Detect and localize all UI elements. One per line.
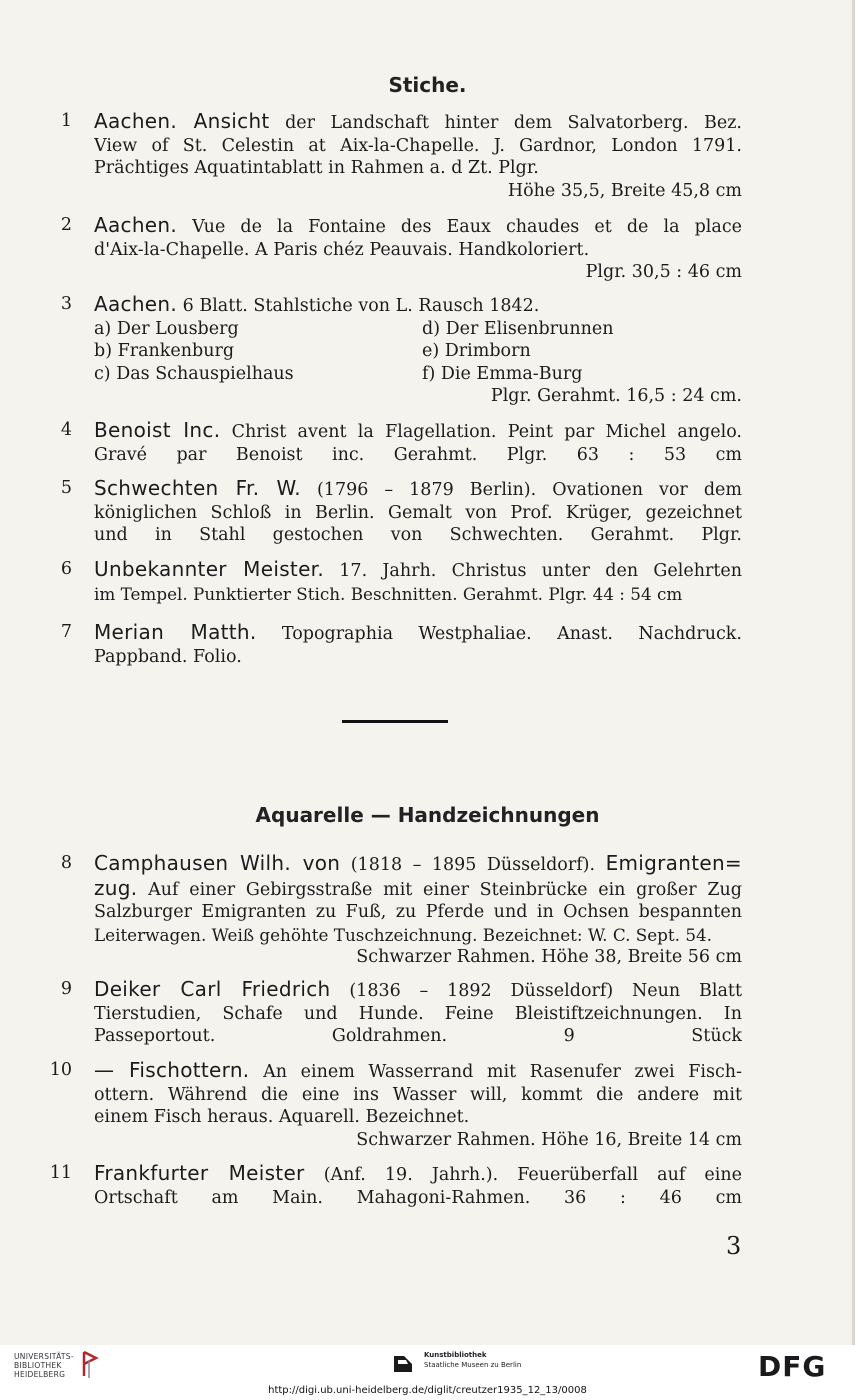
entry-text: Salzburger Emigranten zu Fuß, zu Pferde und in Ochsen bespannten <box>94 902 742 922</box>
entry-text: 6 Blatt. Stahlstiche von L. Rausch 1842. <box>182 296 540 316</box>
entry-text: Leiterwagen. Weiß gehöhte Tuschzeichnung. Bezeichnet: W. C. Sept. 54. <box>94 924 713 945</box>
entry-number: 3 <box>60 294 72 314</box>
entry-first-line <box>94 293 742 318</box>
entry-text: Vue de la Fontaine des Eaux chaudes et de la place <box>192 217 742 237</box>
ub-label-line: UNIVERSITÄTS- <box>14 1352 74 1361</box>
entry-first-line <box>94 852 742 877</box>
entry-number: 11 <box>49 1163 72 1183</box>
entry-text: und in Stahl gestochen von Schwechten. <box>94 525 564 545</box>
entry-text-row <box>94 524 742 547</box>
kb-label-line: Staatliche Museen zu Berlin <box>424 1361 522 1369</box>
entry-heading: Deiker Carl Friedrich <box>94 978 331 1001</box>
entry-text: (1818 – 1895 Düsseldorf). <box>350 855 596 875</box>
entry-dimensions: Goldrahmen. 9 Stück <box>331 1026 742 1046</box>
entry-heading-part: zug. <box>94 876 138 900</box>
entry-first-line <box>94 477 742 502</box>
entry-text: An einem Wasserrand mit Rasenufer zwei Fisch- <box>263 1062 742 1082</box>
ub-label-line: HEIDELBERG <box>14 1370 66 1379</box>
section-title-stiche: Stiche. <box>388 73 467 97</box>
entry-text: ottern. Während die eine ins Wasser will, kommt die andere mit <box>94 1084 742 1105</box>
sheet-item: c) Das Schauspielhaus <box>94 363 294 384</box>
entry-first-line <box>94 558 742 583</box>
entry-heading: Merian Matth. <box>94 621 257 644</box>
entry-text: d'Aix-la-Chapelle. A Paris chéz Peauvais. Handkoloriert. <box>94 239 590 260</box>
sheet-item: a) Der Lousberg <box>94 318 239 339</box>
entry-number: 4 <box>60 420 72 440</box>
entry-heading: Schwechten Fr. W. <box>94 477 301 500</box>
entry-text: Passeportout. <box>94 1026 216 1046</box>
section-divider <box>342 720 448 723</box>
entry-first-line <box>94 419 742 444</box>
entry-heading: Aachen. <box>94 293 178 316</box>
entry-heading: Frankfurter Meister <box>94 1162 305 1185</box>
entry-number: 10 <box>49 1060 72 1080</box>
entry-text: 17. Jahrh. Christus unter den Gelehrten <box>339 561 742 581</box>
entry-text-row <box>94 1187 742 1210</box>
entry-heading-part: Emigranten= <box>605 852 742 875</box>
entry-dimensions: Schwarzer Rahmen. Höhe 38, Breite 56 cm <box>356 947 742 967</box>
entry-text: (1796 – 1879 Berlin). Ovationen vor dem <box>316 480 742 500</box>
entry-first-line <box>94 1162 742 1187</box>
entry-number: 2 <box>60 215 72 235</box>
source-url[interactable]: http://digi.ub.uni-heidelberg.de/diglit/creutzer1935_12_13/0008 <box>268 1385 587 1396</box>
section-title-aquarelle: Aquarelle — Handzeichnungen <box>255 803 600 827</box>
sheet-list-row <box>94 340 742 363</box>
entry-number: 8 <box>60 853 72 873</box>
entry-number: 9 <box>60 979 72 999</box>
kunstbibliothek-logo-icon <box>392 1352 414 1374</box>
entry-dimensions: Gerahmt. Plgr. <box>590 525 742 545</box>
sheet-list-row <box>94 318 742 341</box>
entry-text: im Tempel. Punktierter Stich. Beschnitten. Gerahmt. Plgr. 44 : 54 cm <box>94 583 683 604</box>
entry-text: Ortschaft am Main. <box>94 1187 323 1208</box>
kunstbibliothek-label <box>424 1350 521 1370</box>
entry-first-line <box>94 978 742 1003</box>
dfg-logo: DFG <box>758 1350 827 1383</box>
entry-number: 6 <box>60 559 72 579</box>
entry-heading: Aachen. <box>94 214 178 237</box>
entry-first-line <box>94 214 742 239</box>
ub-label-line: BIBLIOTHEK <box>14 1361 62 1370</box>
entry-first-line <box>94 621 742 646</box>
entry-first-line <box>94 110 742 135</box>
sheet-item: f) Die Emma-Burg <box>422 363 583 384</box>
entry-dimensions: Plgr. 30,5 : 46 cm <box>585 262 742 282</box>
entry-heading: Benoist Inc. <box>94 419 221 442</box>
entry-text: Auf einer Gebirgsstraße mit einer Steinbrücke ein großer Zug <box>148 879 742 900</box>
entry-number: 1 <box>60 111 72 131</box>
entry-heading: — Fischottern. <box>94 1059 250 1082</box>
entry-text: View of St. Celestin at Aix-la-Chapelle. J. Gardnor, London 1791. <box>94 135 742 156</box>
entry-dimensions: Höhe 35,5, Breite 45,8 cm <box>507 180 742 201</box>
entry-heading: Camphausen Wilh. von <box>94 852 341 875</box>
entry-text: der Landschaft hinter dem Salvatorberg. Bez. <box>285 113 742 133</box>
entry-text: Pappband. Folio. <box>94 646 242 667</box>
ub-heidelberg-label <box>14 1352 74 1379</box>
entry-first-line <box>94 1059 742 1084</box>
ub-heidelberg-logo-icon <box>80 1350 100 1380</box>
sheet-item: e) Drimborn <box>422 341 531 361</box>
entry-text: königlichen Schloß in Berlin. Gemalt von Prof. Krüger, gezeichnet <box>94 502 742 523</box>
entry-text-row <box>94 1025 742 1048</box>
sheet-list-row <box>94 363 742 386</box>
entry-text-row <box>94 877 742 902</box>
page-number: 3 <box>726 1232 742 1260</box>
entry-dimensions: Gerahmt. Plgr. 63 : 53 cm <box>393 444 742 465</box>
kb-label-line: Kunstbibliothek <box>424 1351 487 1359</box>
entry-text: Tierstudien, Schafe und Hunde. Feine Bleistiftzeichnungen. In <box>94 1003 742 1024</box>
entry-dimensions: Schwarzer Rahmen. Höhe 16, Breite 14 cm <box>356 1129 742 1150</box>
entry-heading: Aachen. Ansicht <box>94 110 270 133</box>
sheet-item: b) Frankenburg <box>94 341 235 361</box>
entry-number: 5 <box>60 478 72 498</box>
sheet-item: d) Der Elisenbrunnen <box>422 318 614 339</box>
entry-text: Topographia Westphaliae. Anast. Nachdruck. <box>281 624 742 644</box>
entry-dimensions: Plgr. Gerahmt. 16,5 : 24 cm. <box>490 386 742 406</box>
entry-text: Christ avent la Flagellation. Peint par Michel angelo. <box>231 422 742 442</box>
entry-number: 7 <box>60 622 72 642</box>
entry-text: einem Fisch heraus. Aquarell. Bezeichnet. <box>94 1107 470 1127</box>
entry-text: Gravé par Benoist inc. <box>94 444 365 465</box>
entry-dimensions: Mahagoni-Rahmen. 36 : 46 cm <box>356 1187 742 1208</box>
entry-text: Prächtiges Aquatintablatt in Rahmen a. d Zt. Plgr. <box>94 158 539 178</box>
entry-text: (1836 – 1892 Düsseldorf) Neun Blatt <box>349 981 742 1001</box>
entry-text: (Anf. 19. Jahrh.). Feuerüberfall auf eine <box>323 1165 742 1185</box>
entry-heading: Unbekannter Meister. <box>94 558 325 581</box>
entry-text-row <box>94 444 742 467</box>
